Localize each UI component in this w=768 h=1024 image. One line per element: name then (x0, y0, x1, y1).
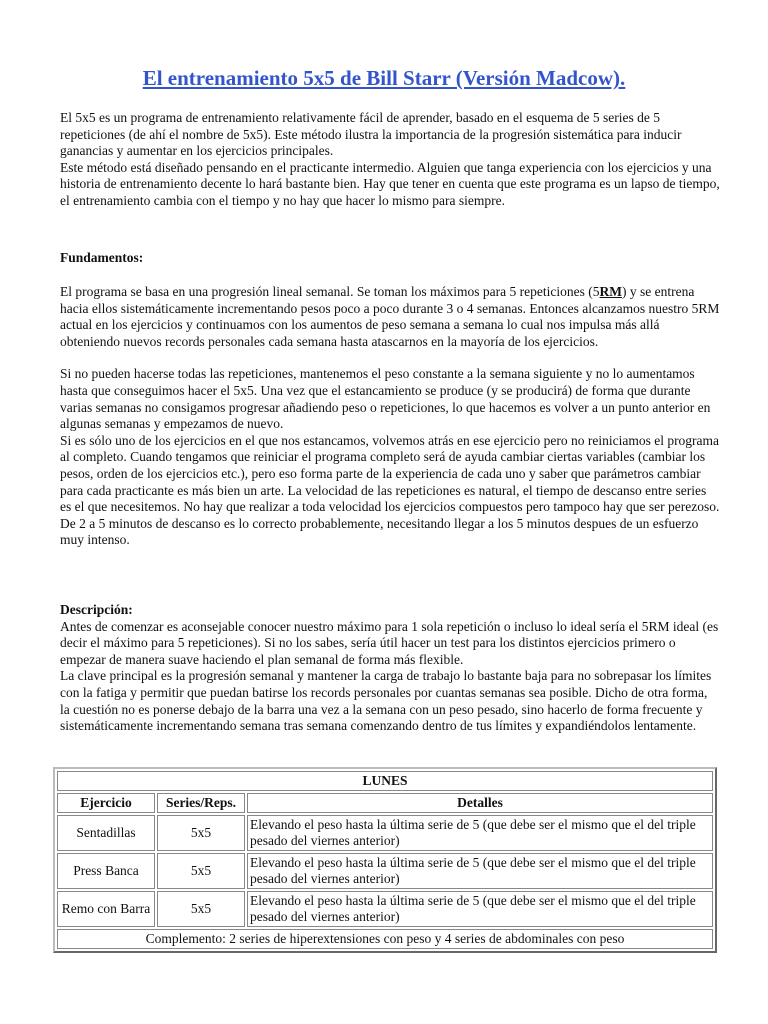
intro-section (60, 110, 720, 210)
cell-series: 5x5 (157, 815, 245, 851)
table-row (57, 891, 713, 927)
rm-link[interactable]: RM (599, 284, 622, 299)
descripcion-heading: Descripción: (60, 602, 133, 617)
cell-detalles: Elevando el peso hasta la última serie de 5 (que debe ser el mismo que el del triple pesado del viernes anterior) (247, 891, 713, 927)
fundamentos-text-a: El programa se basa en una progresión lineal semanal. Se toman los máximos para 5 repeticiones (5 (60, 284, 600, 299)
table-row (57, 815, 713, 851)
table-day-header: LUNES (57, 771, 713, 791)
cell-series: 5x5 (157, 891, 245, 927)
descripcion-section (60, 602, 720, 735)
fundamentos-paragraph-3: Si es sólo uno de los ejercicios en el que nos estancamos, volvemos atrás en ese ejercicio pero no reiniciamos el programa al completo. Cuando tengamos que reiniciar el programa completo será de ayuda cambiar ciertas variables (cambiar los pesos, orden de los ejercicios etc.), pero eso forma parte de la experiencia de cada uno y saber que parámetros cambiar para cada practicante es más bien un arte. La velocidad de las repeticiones es natural, el tiempo de descanso entre series es el que necesitemos. No hay que realizar a toda velocidad los ejercicios compuestos pero tampoco hay que ser perezoso. De 2 a 5 minutos de descanso es lo correcto probablemente, necesitando llegar a los 5 minutos despues de un esfuerzo muy intenso. (60, 432, 720, 548)
fundamentos-section (60, 284, 720, 549)
document-title: El entrenamiento 5x5 de Bill Starr (Versión Madcow). (142, 66, 626, 90)
fundamentos-heading: Fundamentos: (60, 250, 144, 265)
column-header-series: Series/Reps. (157, 793, 245, 813)
fundamentos-heading-block (60, 250, 720, 267)
column-header-ejercicio: Ejercicio (57, 793, 155, 813)
descripcion-paragraph-2: La clave principal es la progresión semanal y mantener la carga de trabajo lo bastante baja para no sobrepasar los límites con la fatiga y permitir que puedan batirse los records personales por cuantas semanas sea posible. Dicho de otra forma, la cuestión no es ponerse debajo de la barra una vez a la semana con un peso pesado, sino hacerlo de forma frecuente y sistemáticamente incrementando semana tras semana comenzando dentro de tus límites y expandiéndolos lentamente. (60, 668, 712, 734)
fundamentos-text-b: ) y se entrena hacia ellos sistemáticamente incrementando pesos poco a poco durante 3 o 4 semanas. Entonces alcanzamos nuestro 5RM actual en los ejercicios y continuamos con los aumentos de peso semana a semana lo cual nos impulsa más allá obteniendo nuevos records personales cada semana hasta atascarnos en la mayoría de los ejercicios. (60, 284, 720, 349)
column-header-detalles: Detalles (247, 793, 713, 813)
cell-ejercicio: Remo con Barra (57, 891, 155, 927)
fundamentos-paragraph-1 (60, 284, 720, 350)
cell-series: 5x5 (157, 853, 245, 889)
table-footer: Complemento: 2 series de hiperextensiones con peso y 4 series de abdominales con peso (57, 929, 713, 949)
cell-ejercicio: Sentadillas (57, 815, 155, 851)
cell-detalles: Elevando el peso hasta la última serie de 5 (que debe ser el mismo que el del triple pesado del viernes anterior) (247, 815, 713, 851)
intro-paragraph-2: Este método está diseñado pensando en el practicante intermedio. Alguien que tanga experiencia con los ejercicios y una historia de entrenamiento decente lo hará bastante bien. Hay que tener en cuenta que este programa es un lapso de tiempo, el entrenamiento cambia con el tiempo y no hay que hacer lo mismo para siempre. (60, 159, 720, 208)
fundamentos-paragraph-2: Si no pueden hacerse todas las repeticiones, mantenemos el peso constante a la semana siguiente y no lo aumentamos hasta que conseguimos hacer el 5x5. Una vez que el estancamiento se produce (y se producirá) de forma que durante varias semanas no consigamos progresar añadiendo peso o repeticiones, lo que hacemos es volver a un punto anterior en algunas semanas y empezamos de nuevo. (60, 366, 711, 432)
cell-detalles: Elevando el peso hasta la última serie de 5 (que debe ser el mismo que el del triple pesado del viernes anterior) (247, 853, 713, 889)
table-row (57, 853, 713, 889)
descripcion-paragraph-1: Antes de comenzar es aconsejable conocer nuestro máximo para 1 sola repetición o incluso lo ideal sería el 5RM ideal (es decir el máximo para 5 repeticiones). Si no los sabes, sería útil hacer un test para los distintos ejercicios primero o empezar de manera suave haciendo el plan semanal de forma más flexible. (60, 618, 719, 667)
intro-paragraph-1: El 5x5 es un programa de entrenamiento relativamente fácil de aprender, basado en el esquema de 5 series de 5 repeticiones (de ahí el nombre de 5x5). Este método ilustra la importancia de la progresión sistemática para inducir ganancias y aumentar en los ejercicios principales. (60, 110, 682, 159)
training-table (53, 767, 717, 953)
cell-ejercicio: Press Banca (57, 853, 155, 889)
